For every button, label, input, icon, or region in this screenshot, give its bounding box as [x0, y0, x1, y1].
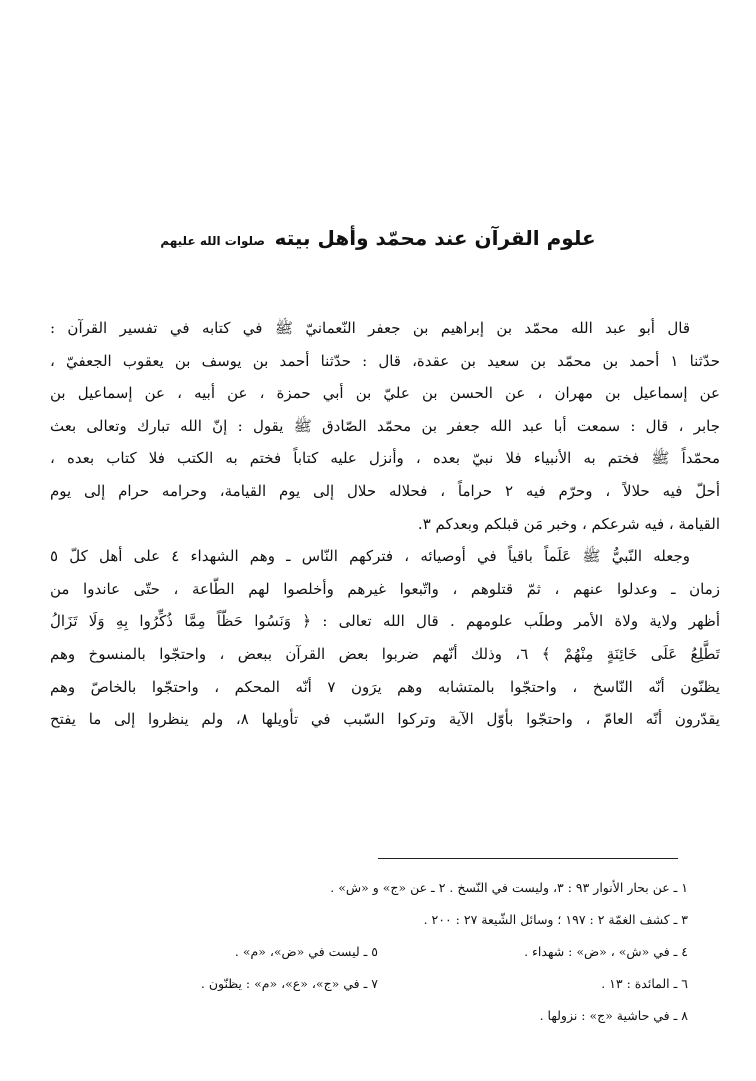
body-line: أظهر ولاية ولاة الأمر وطلَب علومهم . قال الله تعالى : ﴿ وَنَسُوا حَظّاً مِمَّا ذُكِّرُوا بِهِ وَلَا تَزَالُ — [50, 612, 720, 631]
body-line: أحلّ فيه حلالاً ، وحرّم فيه ٢ حراماً ، فحلاله حلال إلى يوم القيامة، وحرامه حرام إلى يوم — [50, 481, 720, 500]
footnote: ١ ـ عن بحار الأنوار ٩٣ : ٣، وليست في النّسخ . ٢ ـ عن «ج» و «ش» . — [330, 880, 688, 895]
body-line: يظنّون أنّه النّاسخ ، واحتجّوا بالمتشابه وهم يرَون ٧ أنّه المحكم ، واحتجّوا بالخاصّ وهم — [50, 677, 720, 696]
footnote: ٤ ـ في «ش» ، «ض» : شهداء . — [524, 944, 688, 959]
body-line: القيامة ، فيه شرعكم ، وخبر مَن قبلكم وبعدكم ٣. — [417, 514, 720, 533]
body-line: قال أبو عبد الله محمّد بن إبراهيم بن جعفر النّعمانيّ ﷺ في كتابه في تفسير القرآن : — [50, 319, 690, 337]
footnote: ٨ ـ في حاشية «ج» : نزولها . — [539, 1008, 688, 1023]
footnote: ٦ ـ المائدة : ١٣ . — [601, 976, 688, 991]
body-line: حدّثنا ١ أحمد بن محمّد بن سعيد بن عقدة، قال : حدّثنا أحمد بن يوسف بن يعقوب الجعفيّ ، — [50, 351, 720, 370]
body-line: زمان ـ وعدلوا عنهم ، ثمّ قتلوهم ، واتّبعوا غيرهم وأخلصوا لهم الطّاعة ، حتّى عاندوا من — [50, 579, 720, 598]
footnote: ٥ ـ ليست في «ض»، «م» . — [234, 944, 378, 959]
body-line: تَطَّلِعُ عَلَى خَائِنَةٍ مِنْهُمْ ﴾ ٦، وذلك أنّهم ضربوا بعض القرآن ببعض ، واحتجّوا بالمنسوخ وهم — [50, 644, 720, 663]
footnote-row — [60, 968, 688, 1000]
footnote-separator — [378, 858, 678, 859]
body-line: عن إسماعيل بن مهران ، عن الحسن بن عليّ بن أبي حمزة ، عن أبيه ، عن إسماعيل بن — [50, 384, 720, 403]
body-line: جابر ، قال : سمعت أبا عبد الله جعفر بن محمّد الصّادق ﷺ يقول : إنّ الله تبارك وتعالى بعث — [50, 416, 720, 435]
footnote: ٣ ـ كشف الغمّة ٢ : ١٩٧ ؛ وسائل الشّيعة ٢٧ : ٢٠٠ . — [423, 912, 688, 927]
title-main: علوم القرآن عند محمّد وأهل بيته — [274, 226, 596, 250]
body-line: يقدّرون أنّه العامّ ، واحتجّوا بأوّل الآية وتركوا السّبب في تأويلها ٨، ولم ينظروا إلى ما يفتح — [50, 710, 720, 729]
body-line: وجعله النّبيُّ ﷺ عَلَماً باقياً في أوصيائه ، فتركهم النّاس ـ وهم الشهداء ٤ على أهل كلّ ٥ — [50, 547, 690, 566]
footnote: ٧ ـ في «ج»، «ع»، «م» : يظنّون . — [200, 976, 378, 991]
page-title — [60, 226, 696, 250]
title-blessing: صلوات الله عليهم — [160, 234, 265, 248]
footnote-row — [60, 936, 688, 968]
footnotes — [60, 872, 688, 1032]
body-text — [50, 312, 720, 736]
body-line: محمّداً ﷺ فختم به الأنبياء فلا نبيّ بعده ، وأنزل عليه كتاباً فختم به الكتب فلا كتاب بعده ، — [50, 449, 720, 468]
